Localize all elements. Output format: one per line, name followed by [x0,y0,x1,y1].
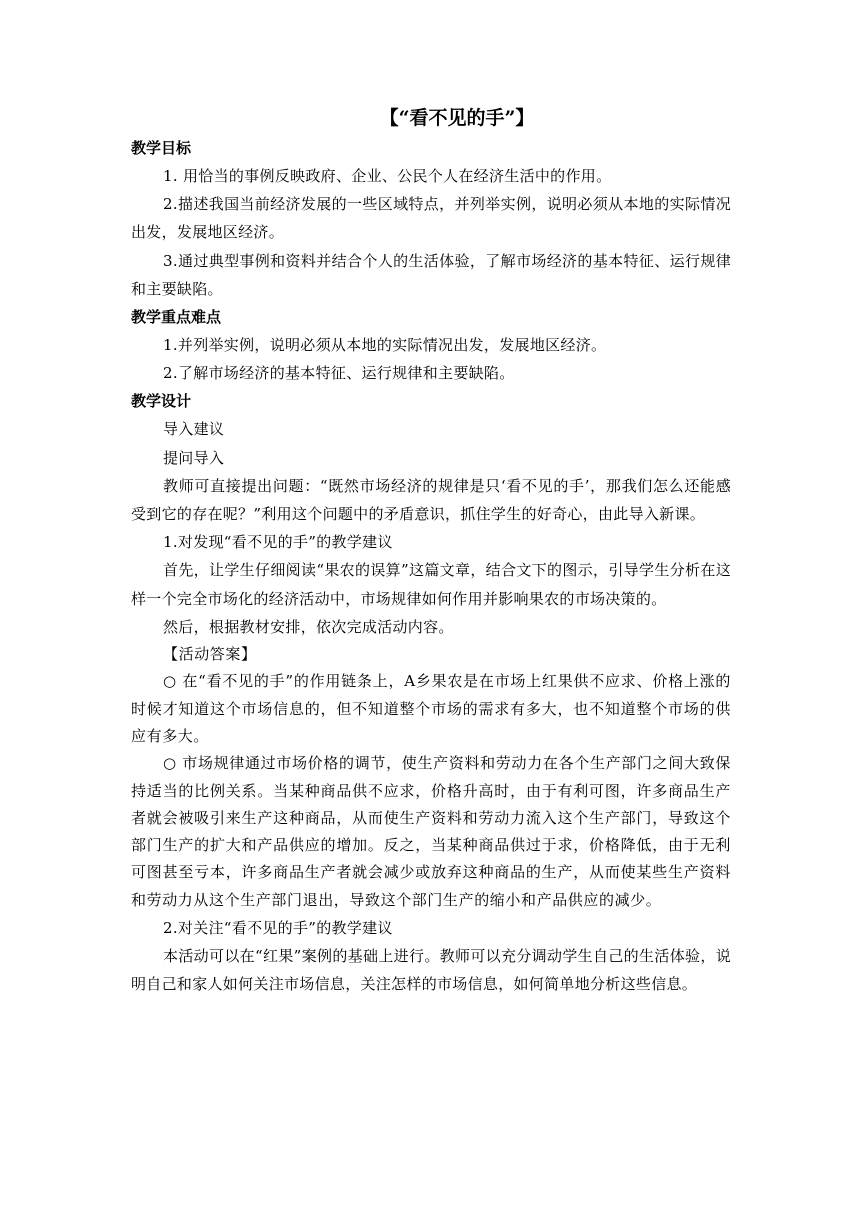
key-points-heading: 教学重点难点 [131,308,222,327]
key-point-item-2: 2.了解市场经济的基本特征、运行规律和主要缺陷。 [163,364,515,383]
suggestion-2-paragraph-1: 本活动可以在“红果”案例的基础上进行。教师可以充分调动学生自己的生活体验，说明自己和家人如何关注市场信息，关注怎样的市场信息，如何简单地分析这些信息。 [131,947,731,994]
goal-item-3: 3.通过典型事例和资料并结合个人的生活体验，了解市场经济的基本特征、运行规律和主要缺陷。 [131,251,731,298]
suggestion-1-title: 1.对发现“看不见的手”的教学建议 [163,533,393,552]
activity-answer-label: 【活动答案】 [163,645,257,664]
document-page [131,102,731,999]
suggestion-2-title: 2.对关注“看不见的手”的教学建议 [163,919,393,938]
intro-text: 教师可直接提出问题：“既然市场经济的规律是只‘看不见的手’，那我们怎么还能感受到它的存在呢？”利用这个问题中的矛盾意识，抓住学生的好奇心，由此导入新课。 [131,476,731,524]
goal-item-1: 1. 用恰当的事例反映政府、企业、公民个人在经济生活中的作用。 [163,167,612,185]
question-label: 提问导入 [163,448,225,467]
suggestion-1-paragraph-1: 首先，让学生仔细阅读“果农的误算”这篇文章，结合文下的图示，引导学生分析在这样一个完全市场化的经济活动中，市场规律如何作用并影响果农的市场决策的。 [131,561,731,608]
activity-answer-1: ○ 在“看不见的手”的作用链条上，A乡果农是在市场上红果供不应求、价格上涨的时候才知道这个市场信息的，但不知道整个市场的需求有多大，也不知道整个市场的供应有多大。 [131,672,731,745]
goals-heading: 教学目标 [131,139,192,157]
goal-item-2: 2.描述我国当前经济发展的一些区域特点，并列举实例，说明必须从本地的实际情况出发，发展地区经济。 [131,195,731,242]
suggestion-1-paragraph-2: 然后，根据教材安排，依次完成活动内容。 [163,617,454,636]
intro-label: 导入建议 [163,420,225,439]
document-title: 【“看不见的手”】 [379,107,535,129]
activity-answer-2: ○ 市场规律通过市场价格的调节，使生产资料和劳动力在各个生产部门之间大致保持适当的比例关系。当某种商品供不应求，价格升高时，由于有利可图，许多商品生产者就会被吸引来生产这种商品，从而使生产资料和劳动力流入这个生产部门，导致这个部门生产的扩大和产品供应的增加。反之，当某种商品供过于求，价格降低，由于无利可图甚至亏本，许多商品生产者就会减少或放弃这种商品的生产，从而使某些生产资料和劳动力从这个生产部门退出，导致这个部门生产的缩小和产品供应的减少。 [131,754,731,909]
design-heading: 教学设计 [131,392,192,411]
key-point-item-1: 1.并列举实例，说明必须从本地的实际情况出发，发展地区经济。 [163,336,607,355]
